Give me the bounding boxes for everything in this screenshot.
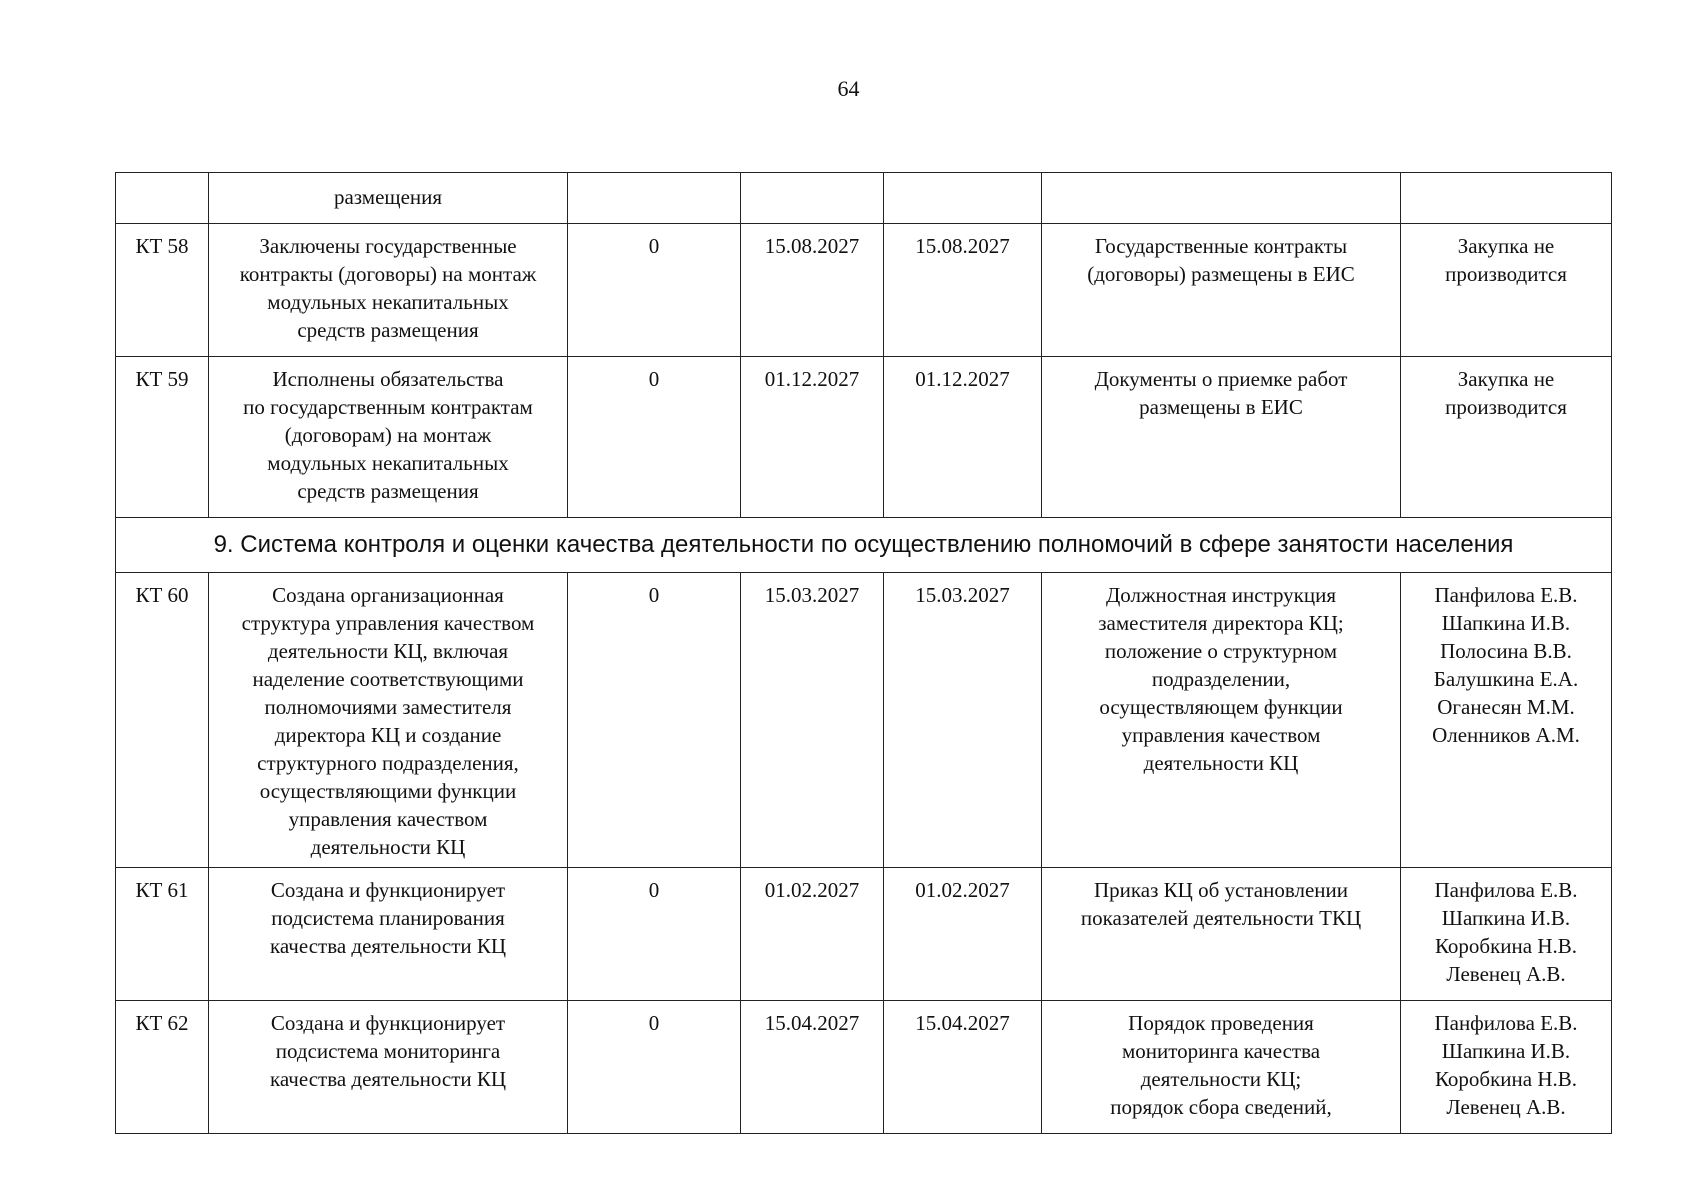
cell-document: Порядок проведения мониторинга качества деятельности КЦ; порядок сбора сведений, (1042, 1001, 1401, 1134)
cell-document: Приказ КЦ об установлении показателей деятельности ТКЦ (1042, 868, 1401, 1001)
section-heading-row (116, 518, 1612, 573)
cell-document: Должностная инструкция заместителя директора КЦ; положение о структурном подразделении, осуществляющем функции управления качеством деятельности КЦ (1042, 573, 1401, 868)
cell-id: КТ 59 (116, 357, 209, 518)
cell-date-start: 15.03.2027 (741, 573, 884, 868)
cell-id: КТ 62 (116, 1001, 209, 1134)
cell-value: 0 (568, 868, 741, 1001)
table-row (116, 1001, 1612, 1134)
cell-responsible (1401, 173, 1612, 224)
cell-date-start: 15.04.2027 (741, 1001, 884, 1134)
cell-value (568, 173, 741, 224)
cell-responsible: Панфилова Е.В. Шапкина И.В. Коробкина Н.В. Левенец А.В. (1401, 868, 1612, 1001)
cell-date-end: 01.12.2027 (884, 357, 1042, 518)
cell-responsible: Панфилова Е.В. Шапкина И.В. Коробкина Н.В. Левенец А.В. (1401, 1001, 1612, 1134)
cell-document (1042, 173, 1401, 224)
cell-description: размещения (209, 173, 568, 224)
cell-date-end: 15.08.2027 (884, 224, 1042, 357)
cell-document: Документы о приемке работ размещены в ЕИС (1042, 357, 1401, 518)
cell-responsible: Панфилова Е.В. Шапкина И.В. Полосина В.В. Балушкина Е.А. Оганесян М.М. Оленников А.М. (1401, 573, 1612, 868)
cell-id (116, 173, 209, 224)
cell-description: Заключены государственные контракты (договоры) на монтаж модульных некапитальных средств размещения (209, 224, 568, 357)
cell-description: Создана организационная структура управления качеством деятельности КЦ, включая наделение соответствующими полномочиями заместителя директора КЦ и создание структурного подразделения, осуществляющими функции управления качеством деятельности КЦ (209, 573, 568, 868)
table-row-continuation (116, 173, 1612, 224)
table-row (116, 868, 1612, 1001)
cell-id: КТ 58 (116, 224, 209, 357)
cell-date-start: 15.08.2027 (741, 224, 884, 357)
cell-value: 0 (568, 573, 741, 868)
cell-responsible: Закупка не производится (1401, 357, 1612, 518)
table-row (116, 224, 1612, 357)
cell-date-end: 15.03.2027 (884, 573, 1042, 868)
cell-date-end: 15.04.2027 (884, 1001, 1042, 1134)
section-heading: 9. Система контроля и оценки качества деятельности по осуществлению полномочий в сфере занятости населения (116, 518, 1612, 573)
cell-value: 0 (568, 357, 741, 518)
cell-date-start: 01.12.2027 (741, 357, 884, 518)
table-row (116, 573, 1612, 868)
cell-description: Создана и функционирует подсистема мониторинга качества деятельности КЦ (209, 1001, 568, 1134)
control-points-table (115, 172, 1612, 1134)
cell-value: 0 (568, 224, 741, 357)
table-row (116, 357, 1612, 518)
cell-description: Создана и функционирует подсистема планирования качества деятельности КЦ (209, 868, 568, 1001)
cell-id: КТ 60 (116, 573, 209, 868)
cell-value: 0 (568, 1001, 741, 1134)
cell-id: КТ 61 (116, 868, 209, 1001)
cell-description: Исполнены обязательства по государственным контрактам (договорам) на монтаж модульных некапитальных средств размещения (209, 357, 568, 518)
cell-responsible: Закупка не производится (1401, 224, 1612, 357)
page-number: 64 (837, 76, 860, 101)
cell-date-start: 01.02.2027 (741, 868, 884, 1001)
cell-date-end: 01.02.2027 (884, 868, 1042, 1001)
cell-date-start (741, 173, 884, 224)
cell-date-end (884, 173, 1042, 224)
cell-document: Государственные контракты (договоры) размещены в ЕИС (1042, 224, 1401, 357)
